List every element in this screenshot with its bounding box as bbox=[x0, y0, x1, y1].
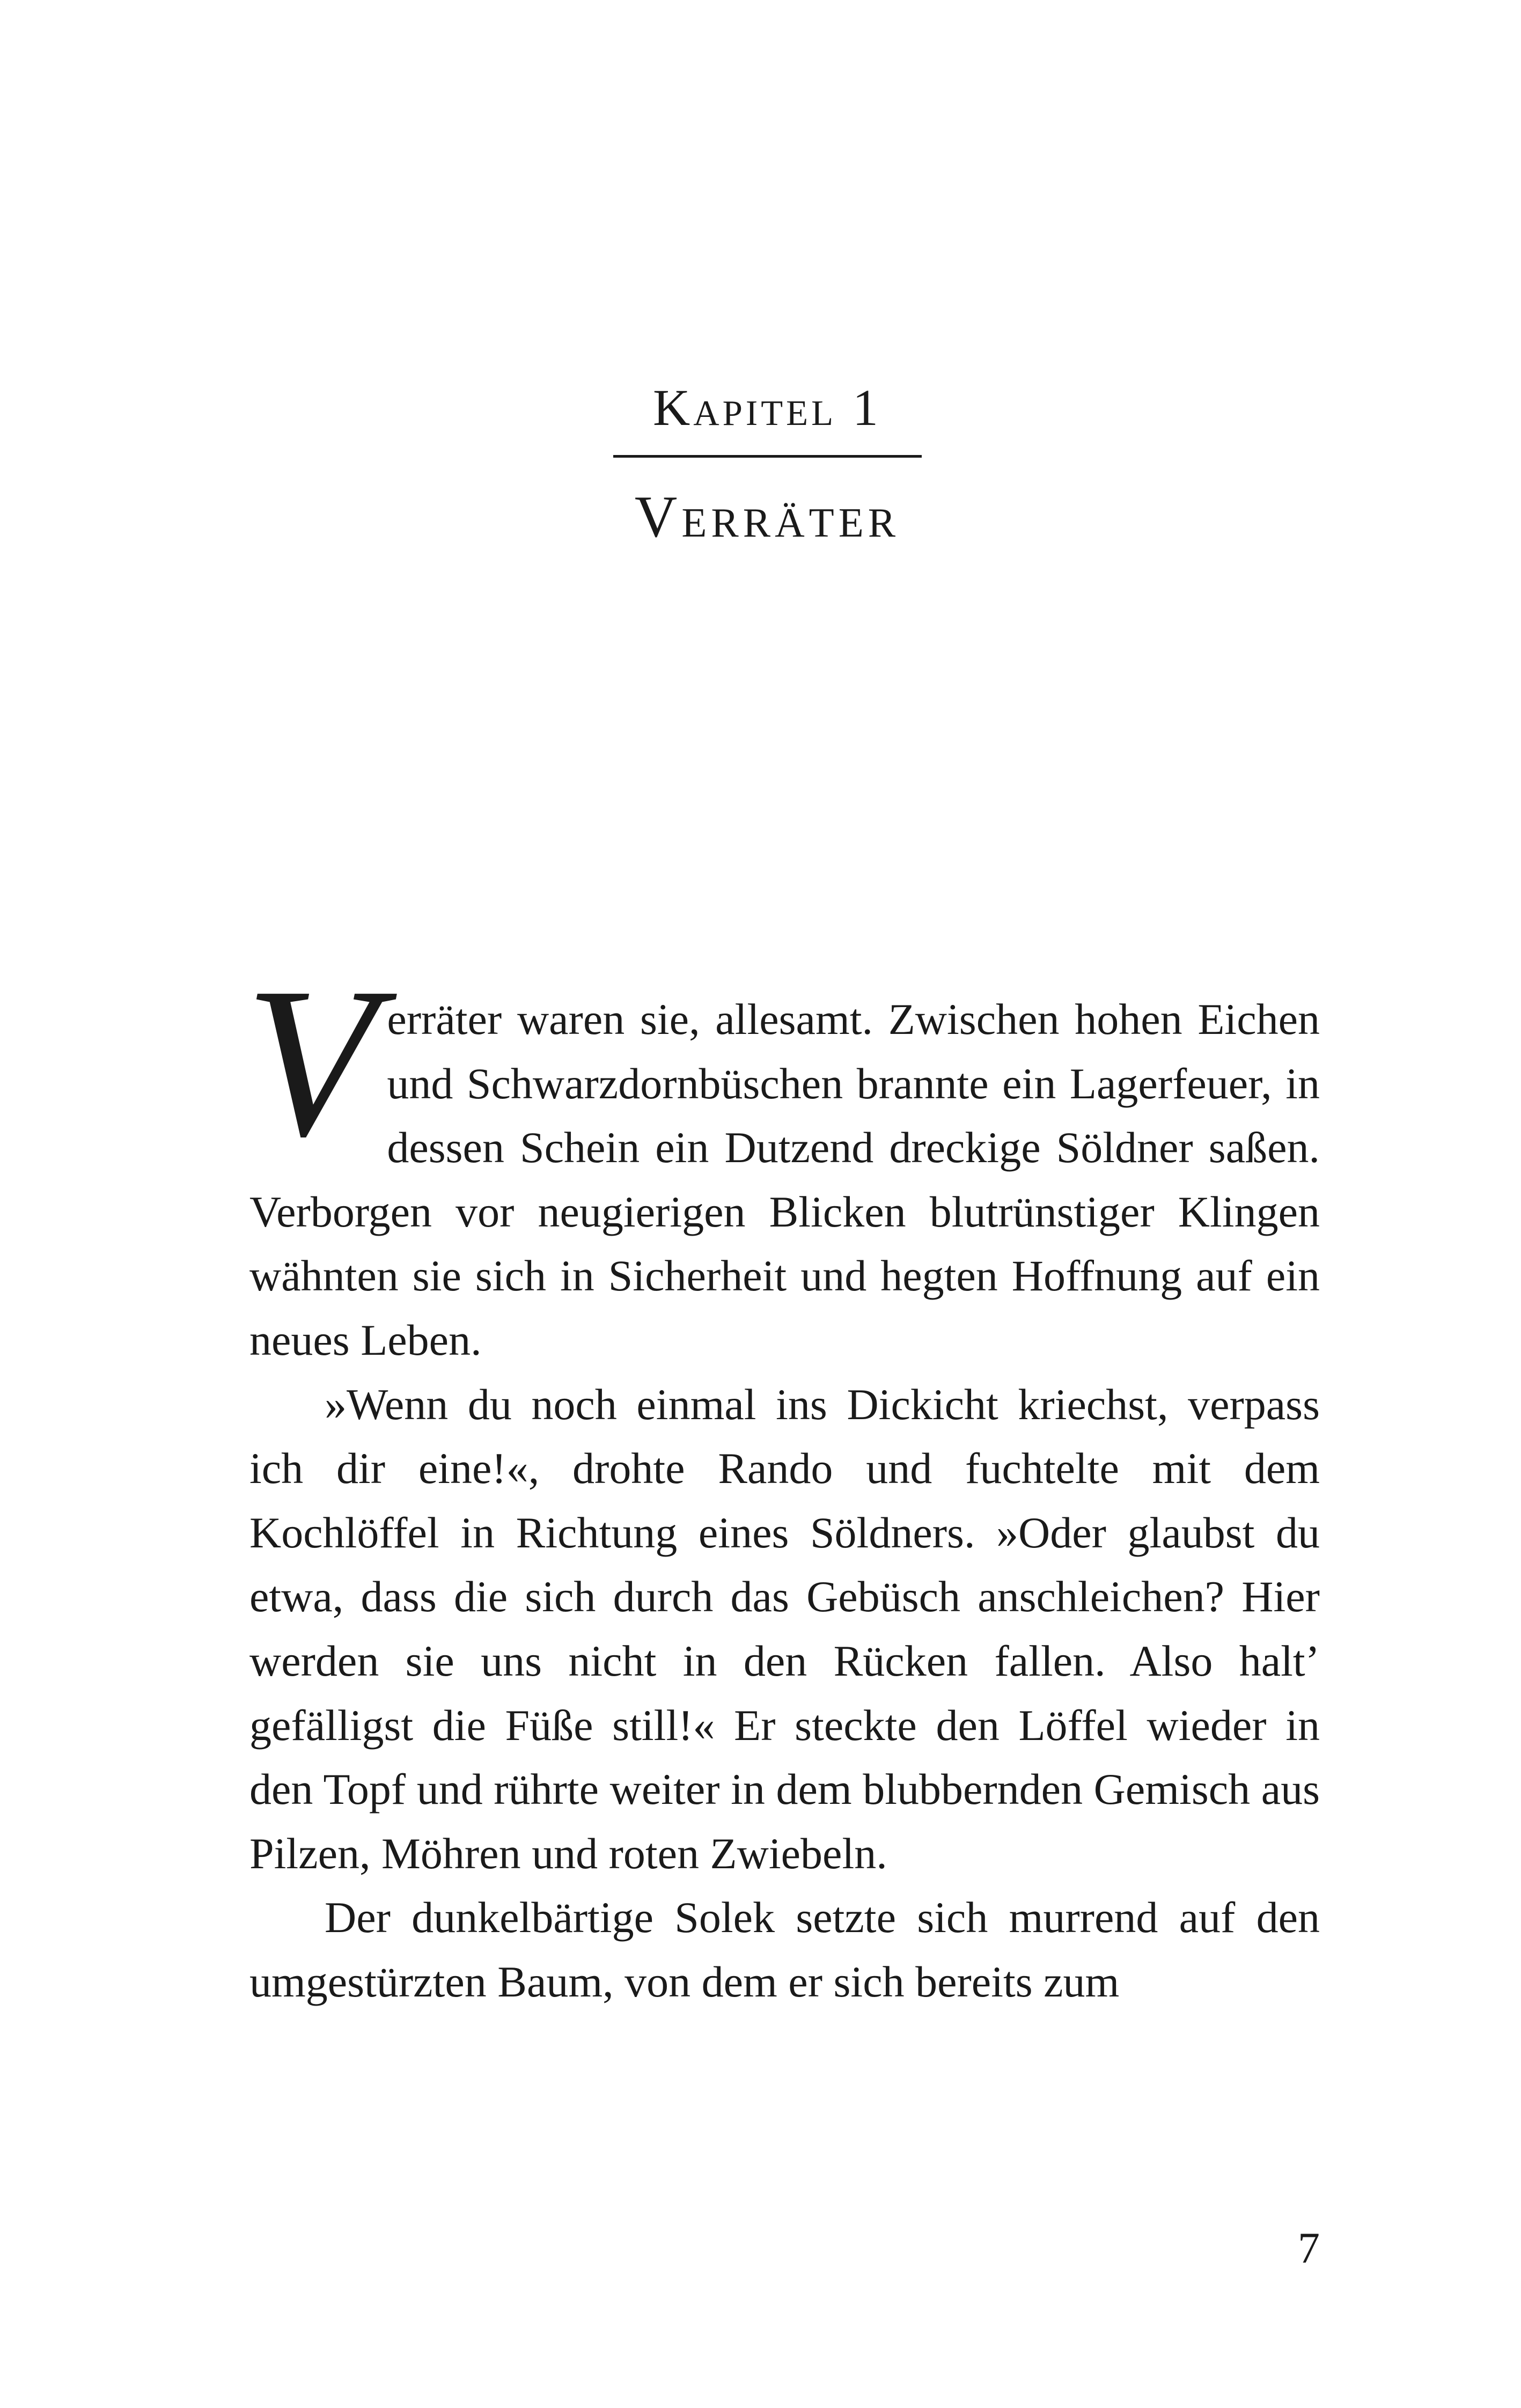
chapter-title: Verräter bbox=[634, 484, 900, 549]
paragraph-2: »Wenn du noch einmal ins Dickicht kriechst, verpass ich dir eine!«, drohte Rando und fuchtelte mit dem Kochlöffel in Richtung eines Söldners. »Oder glaubst du etwa, dass die sich durch das Gebüsch anschleichen? Hier werden sie uns nicht in den Rücken fallen. Also halt’ gefälligst die Füße still!« Er steckte den Löffel wieder in den Topf und rührte weiter in dem blubbernden Gemisch aus Pilzen, Möhren und roten Zwiebeln. bbox=[249, 1379, 1320, 1878]
page-number: 7 bbox=[1298, 2223, 1320, 2272]
paragraph-3: Der dunkelbärtige Solek setzte sich murrend auf den umgestürzten Baum, von dem er sich bereits zum bbox=[249, 1893, 1320, 2006]
chapter-header bbox=[585, 376, 950, 554]
paragraph-1-text: erräter waren sie, allesamt. Zwischen hohen Eichen und Schwarzdornbüschen brannte ein Lagerfeuer, in dessen Schein ein Dutzend dreckige Söldner saßen. Verborgen vor neugierigen Blicken blutrünstiger Klingen wähnten sie sich in Sicherheit und hegten Hoffnung auf ein neues Leben. bbox=[249, 995, 1320, 1364]
drop-cap: V bbox=[245, 943, 377, 1181]
paragraph-1 bbox=[245, 943, 1320, 1372]
chapter-label: Kapitel 1 bbox=[652, 379, 882, 436]
body-text bbox=[245, 943, 1320, 2014]
chapter-divider bbox=[613, 455, 922, 458]
